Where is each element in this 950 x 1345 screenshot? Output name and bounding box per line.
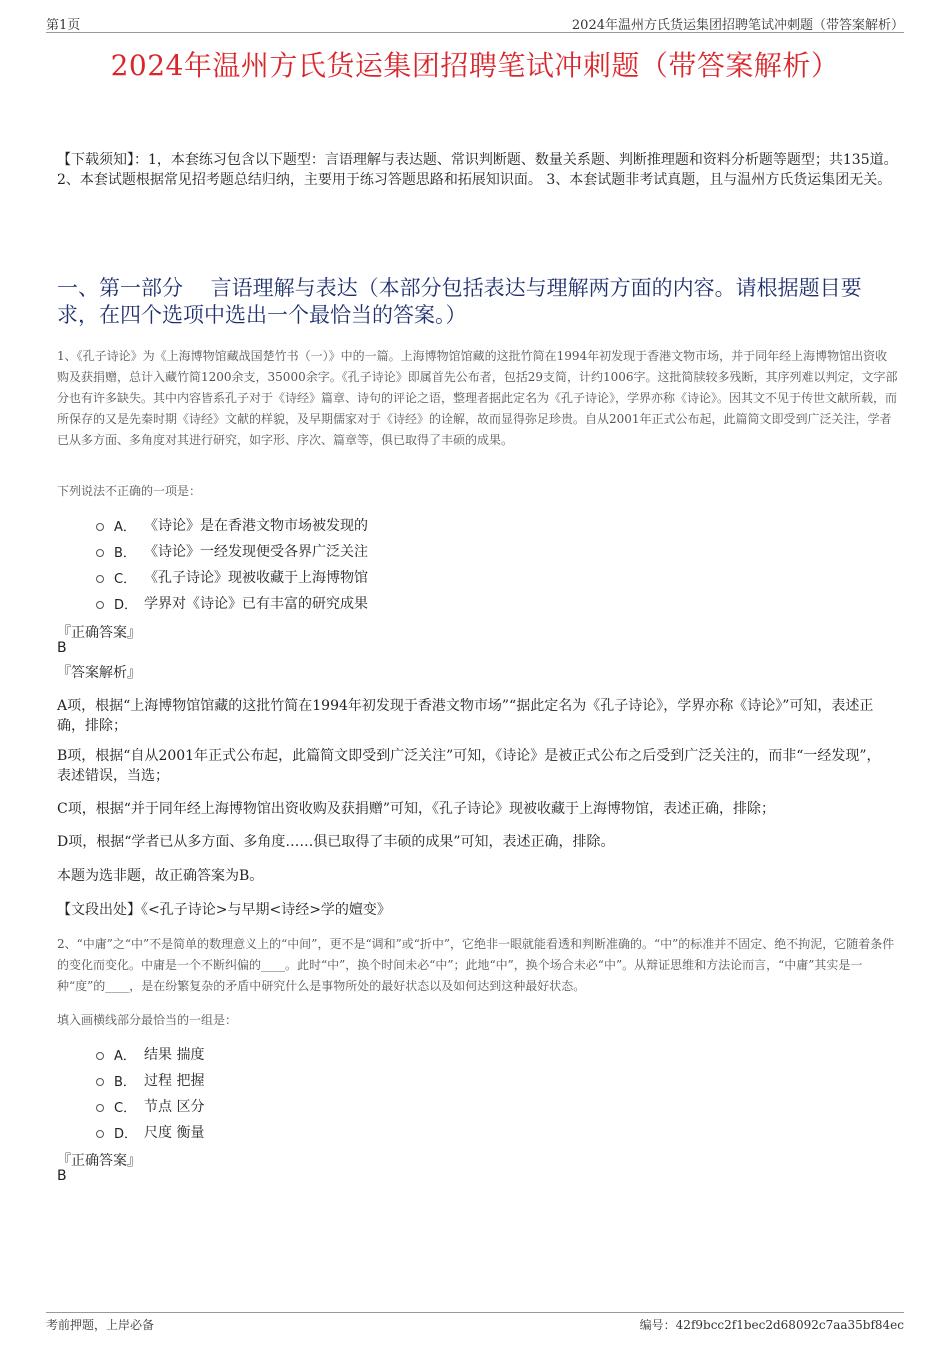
section-heading: 一、第一部分 言语理解与表达（本部分包括表达与理解两方面的内容。请根据题目要求，在四个选项中选出一个最恰当的答案。） — [57, 276, 862, 327]
analysis-b: B项，根据“自从2001年正式公布起，此篇简文即受到广泛关注”可知，《诗论》是被正式公布之后受到广泛关注的，而非“一经发现”，表述错误，当选； — [57, 748, 881, 784]
analysis-a: A项，根据“上海博物馆馆藏的这批竹简在1994年初发现于香港文物市场”“据此定名为《孔子诗论》，学界亦称《诗论》”可知，表述正确，排除； — [57, 698, 874, 734]
question-2-prompt: 填入画横线部分最恰当的一组是： — [57, 1013, 238, 1027]
option-c[interactable]: C． 节点 区分 — [96, 1093, 204, 1119]
analysis-c: C项，根据“并于同年经上海博物馆出资收购及获捐赠”可知，《孔子诗论》现被收藏于上海博物馆，表述正确，排除； — [57, 801, 776, 817]
option-a[interactable]: A． 结果 揣度 — [96, 1041, 204, 1067]
header-doc-title: 2024年温州方氏货运集团招聘笔试冲刺题（带答案解析） — [571, 18, 904, 33]
question-1-text: 1、《孔子诗论》为《上海博物馆藏战国楚竹书（一）》中的一篇。上海博物馆馆藏的这批竹简在1994年初发现于香港文物市场，并于同年经上海博物馆出资收购及获捐赠，总计入藏竹简1200余支，35000余字。《孔子诗论》即属首先公布者，包括29支简，计约1006字。这批简牍较多残断，其序列难以判定，文字部分也有许多缺失。其中内容皆系孔子对于《诗经》篇章、诗句的评论之语，整理者据此定名为《孔子诗论》，学界亦称《诗论》。因其文不见于传世文献所载，而所保存的又是先秦时期《诗经》文献的样貌，及早期儒家对于《诗经》的诠解，故而显得弥足珍贵。自从2001年正式公布起，此篇简文即受到广泛关注，学者已从多方面、多角度对其进行研究，如字形、序次、篇章等，俱已取得了丰硕的成果。 — [57, 349, 898, 447]
radio-icon[interactable] — [96, 1078, 104, 1086]
analysis-d: D项，根据“学者已从多方面、多角度……俱已取得了丰硕的成果”可知，表述正确，排除。 — [57, 834, 615, 850]
option-b[interactable]: B． 《诗论》一经发现便受各界广泛关注 — [96, 538, 368, 564]
download-notice: 【下载须知】：1，本套练习包含以下题型：言语理解与表达题、常识判断题、数量关系题、判断推理题和资料分析题等题型；共135道。 2、本套试题根据常见招考题总结归纳，主要用于练习答题思路和拓展知识面。 3、本套试题非考试真题，且与温州方氏货运集团无关。 — [57, 152, 898, 188]
question-2-options — [96, 1041, 204, 1145]
analysis-label: 『答案解析』 — [57, 665, 141, 681]
option-b[interactable]: B． 过程 把握 — [96, 1067, 204, 1093]
answer-value: B — [57, 1168, 67, 1184]
radio-icon[interactable] — [96, 549, 104, 557]
radio-icon[interactable] — [96, 1052, 104, 1060]
page-footer — [46, 1312, 904, 1335]
document-title: 2024年温州方氏货运集团招聘笔试冲刺题（带答案解析） — [110, 49, 840, 82]
radio-icon[interactable] — [96, 523, 104, 531]
option-c[interactable]: C． 《孔子诗论》现被收藏于上海博物馆 — [96, 564, 368, 590]
page-number: 第1页 — [46, 18, 81, 33]
answer-value: B — [57, 640, 67, 656]
answer-label: 『正确答案』 — [57, 625, 141, 641]
text-source: 【文段出处】《<孔子诗论>与早期<诗经>学的嬗变》 — [57, 902, 391, 918]
page-header — [46, 12, 904, 33]
footer-serial: 编号：42f9bcc2f1bec2d68092c7aa35bf84ec — [639, 1318, 904, 1332]
answer-label: 『正确答案』 — [57, 1153, 141, 1169]
option-d[interactable]: D． 学界对《诗论》已有丰富的研究成果 — [96, 590, 368, 616]
option-d[interactable]: D． 尺度 衡量 — [96, 1119, 204, 1145]
radio-icon[interactable] — [96, 1130, 104, 1138]
option-a[interactable]: A． 《诗论》是在香港文物市场被发现的 — [96, 512, 368, 538]
radio-icon[interactable] — [96, 1104, 104, 1112]
radio-icon[interactable] — [96, 575, 104, 583]
question-1-options — [96, 512, 368, 616]
analysis-conclusion: 本题为选非题，故正确答案为B。 — [57, 868, 264, 884]
footer-slogan: 考前押题，上岸必备 — [46, 1318, 155, 1332]
radio-icon[interactable] — [96, 601, 104, 609]
question-1-prompt: 下列说法不正确的一项是： — [57, 484, 202, 498]
question-2-text: 2、“中庸”之“中”不是简单的数理意义上的“中间”，更不是“调和”或“折中”，它绝非一眼就能看透和判断准确的。“中”的标准并不固定、绝不拘泥，它随着条件的变化而变化。中庸是一个不断纠偏的____。此时“中”，换个时间未必“中”；此地“中”，换个场合未必“中”。从辩证思维和方法论而言，“中庸”其实是一种“度”的____，是在纷繁复杂的矛盾中研究什么是事物所处的最好状态以及如何达到这种最好状态。 — [57, 937, 895, 993]
